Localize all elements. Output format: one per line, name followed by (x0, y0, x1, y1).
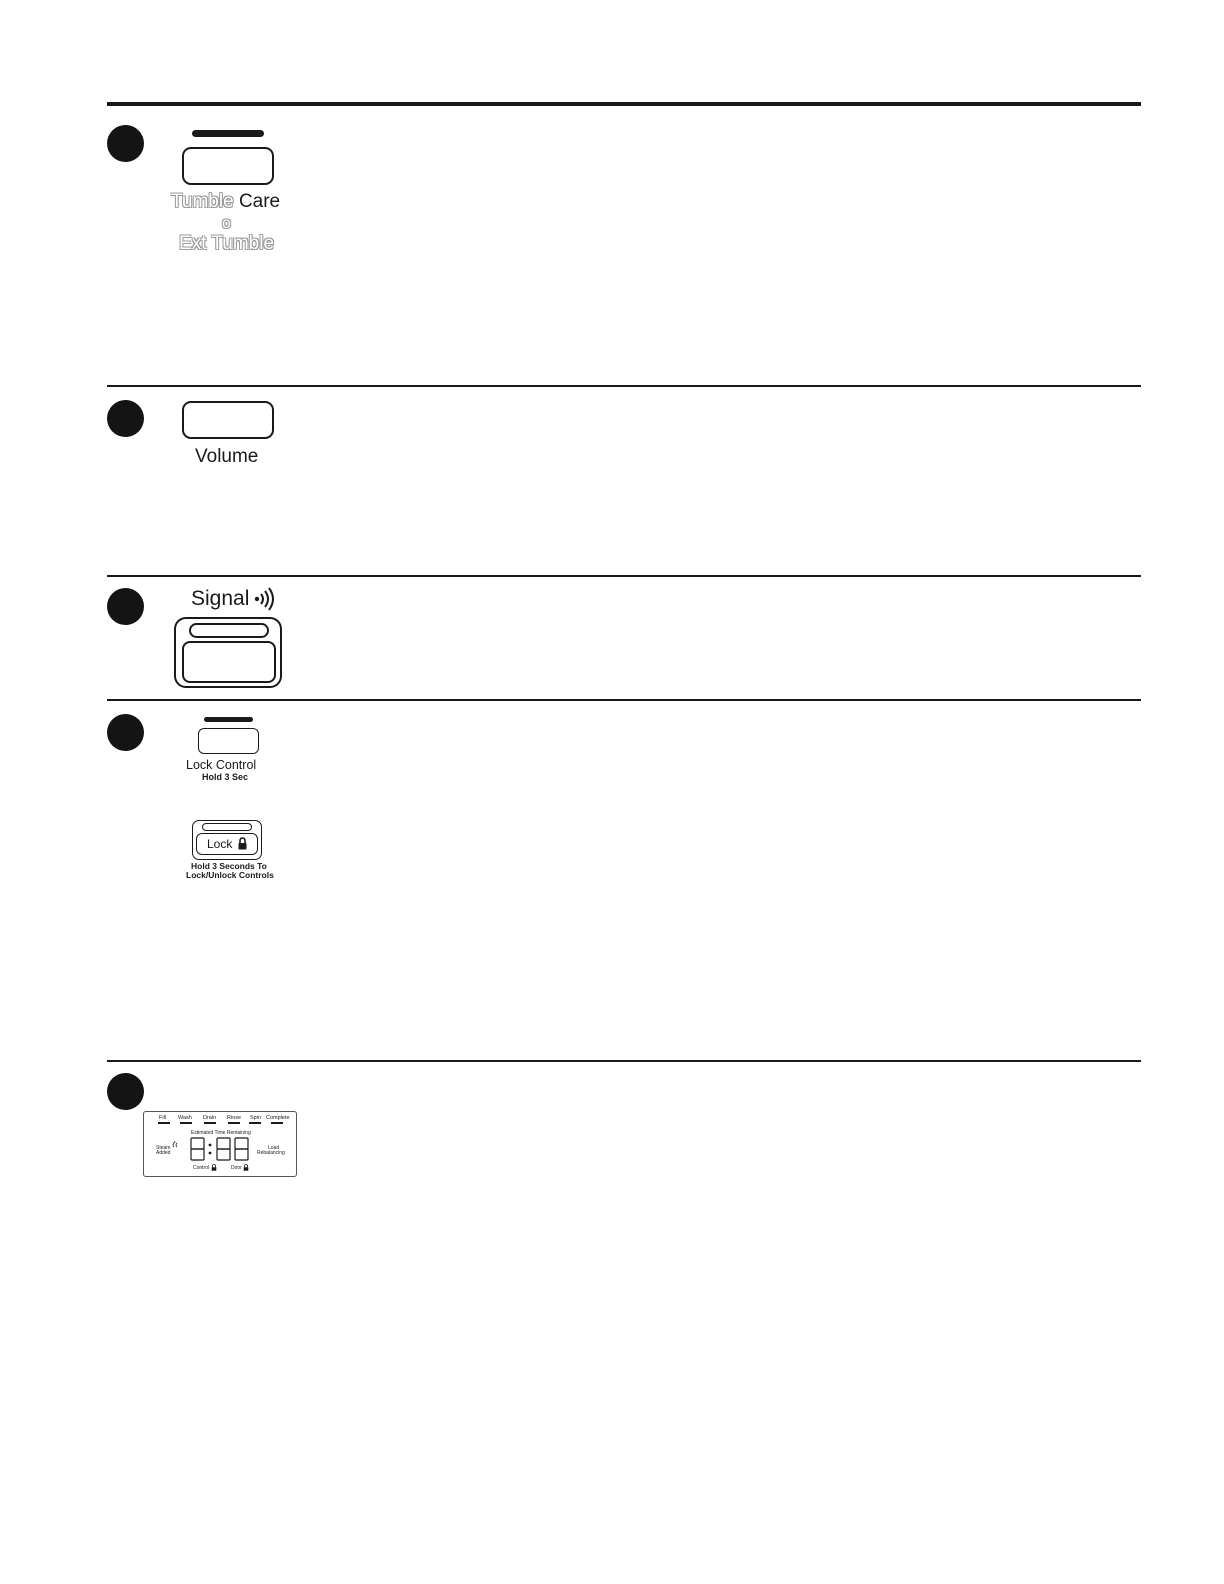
padlock-icon (237, 837, 248, 850)
lock-caption-line2: Lock/Unlock Controls (186, 870, 274, 880)
estimated-time-label: Estimated Time Remaining (191, 1130, 251, 1136)
indicator-bar (204, 717, 253, 722)
or-label: o (222, 215, 231, 232)
tumble-care-button[interactable] (182, 147, 274, 185)
tumble-label: Tumble (171, 191, 234, 212)
section-divider (107, 385, 1141, 387)
steam-icon (172, 1141, 179, 1148)
signal-label: Signal (191, 587, 250, 610)
status-indicator (180, 1122, 192, 1124)
status-rinse: Rinse (227, 1115, 242, 1121)
status-wash: Wash (178, 1115, 192, 1121)
signal-button[interactable] (174, 617, 282, 688)
ext-tumble-label: Ext Tumble (179, 233, 275, 254)
section-bullet (107, 588, 144, 625)
lock-control-label: Lock Control (186, 758, 257, 772)
indicator-bar (192, 130, 264, 137)
care-label: Care (238, 191, 281, 212)
lock-pad (196, 833, 258, 855)
load-label-line1: Load (268, 1145, 280, 1151)
status-indicator (204, 1122, 216, 1124)
status-indicator (228, 1122, 240, 1124)
signal-indicator (189, 623, 269, 638)
section-divider (107, 575, 1141, 577)
volume-label: Volume (195, 446, 259, 467)
status-indicator (158, 1122, 170, 1124)
lock-button-label: Lock (207, 837, 233, 851)
steam-label-line2: Added (156, 1150, 171, 1156)
control-lock-label: Control (193, 1165, 210, 1171)
signal-pad (182, 641, 276, 683)
section-divider (107, 1060, 1141, 1062)
lock-caption-line1: Hold 3 Seconds To (191, 861, 267, 871)
door-lock-label: Door (231, 1165, 242, 1171)
section-divider (107, 699, 1141, 701)
load-label-line2: Rebalancing (257, 1150, 285, 1156)
lock-indicator (202, 823, 252, 831)
padlock-icon (243, 1164, 249, 1171)
steam-label-line1: Steam (156, 1145, 171, 1151)
status-complete: Complete (266, 1115, 290, 1121)
status-indicator (271, 1122, 283, 1124)
time-display (190, 1137, 250, 1163)
top-rule (107, 102, 1141, 106)
hold-label: Hold 3 Sec (202, 772, 249, 782)
lock-button[interactable] (192, 820, 262, 860)
status-drain: Drain (203, 1115, 217, 1121)
status-indicator (249, 1122, 261, 1124)
status-display-panel (143, 1111, 297, 1177)
sound-waves-icon (254, 587, 276, 611)
volume-button[interactable] (182, 401, 274, 439)
section-bullet (107, 125, 144, 162)
section-bullet (107, 1073, 144, 1110)
status-spin: Spin (250, 1115, 262, 1121)
padlock-icon (211, 1164, 217, 1171)
lock-control-button[interactable] (198, 728, 259, 754)
section-bullet (107, 400, 144, 437)
status-fill: Fill (159, 1115, 167, 1121)
section-bullet (107, 714, 144, 751)
